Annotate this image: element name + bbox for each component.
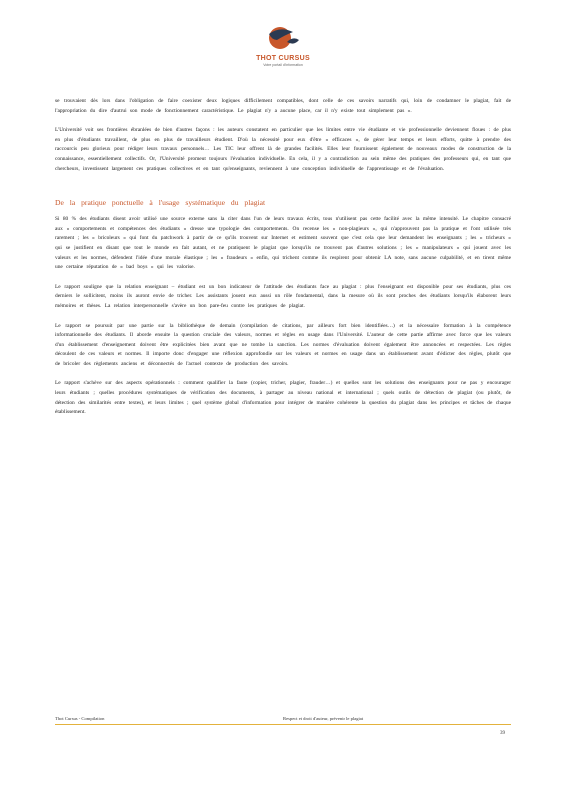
footer-divider: [55, 724, 511, 725]
thot-cursus-logo-icon: [263, 22, 303, 54]
paragraph-3: Si 80 % des étudiants disent avoir utilisé une source externe sans la citer dans l'un de leurs travaux écrits, tous n'utilisent pas cette facilité avec la même intensité. Le chapitre consacré aux « comportements et compétences des étudiants » dresse une typologie des comportements. On recense les « non-plagieurs », qui n'approuvent pas la pratique et l'ont utilisée très rarement ; les « bricoleurs » qui font du patchwork à partir de ce qu'ils trouvent sur Internet et estiment souvent que c'est cela que leur demandent les enseignants ; les « tricheurs » qui se justifient en disant que tout le monde en fait autant, et ne pratiquent le plagiat que lorsqu'ils ne trouvent pas d'autres solutions ; les « manipulateurs » qui jouent avec les valeurs et les normes, défendent l'idée d'une morale élastique ; les « fraudeurs » enfin, qui trichent comme ils respirent pour obtenir LA note, sans aucune culpabilité, et en tirent même une certaine réputation de « bad boys » qui les valorise.: [55, 216, 511, 271]
footer-left-text: Thot Cursus - Compilation: [55, 716, 105, 721]
section-title: De la pratique ponctuelle à l'usage systématique du plagiat: [55, 198, 266, 208]
logo-name: THOT CURSUS: [256, 55, 310, 62]
logo: [0, 22, 566, 67]
paragraph-6: Le rapport s'achève sur des aspects opérationnels : comment qualifier la faute (copier, tricher, plagier, frauder…) et quelles sont les solutions des enseignants pour ne pas y encourager leurs étudiants ; quelles procédures systématiques de vérification des documents, à partager au niveau national et international ; quels outils de détection de plagiat (ou plutôt, de détection des similarités entre textes), et leurs limites ; quel système global d'information pour intégrer de manière cohérente la question du plagiat dans les principes et tâches de chaque établissement.: [55, 380, 511, 416]
paragraph-2: L'Université voit ses frontières ébranlées de bien d'autres façons : les auteurs constatent en particulier que les limites entre vie étudiante et vie professionnelle deviennent floues : de plus en plus d'étudiants travaillent, de plus en plus de travailleurs étudient. D'où la nécessité pour eux d'être « efficaces », de gérer leur temps et leurs efforts, quitte à prendre des raccourcis peu glorieux pour rédiger leurs travaux personnels… Les TIC leur offrent là de grandes facilités. Elles leur fournissent également de nouveaux modes de construction de la connaissance, essentiellement collectifs. Or, l'Université promeut toujours l'évaluation individuelle. En cela, il y a contradiction au sein même des pratiques des professeurs qui, en tant que chercheurs, investissent largement ces pratiques collectives et en tant qu'enseignants, reviennent à une conception individuelle de l'apprentissage et de l'évaluation.: [55, 127, 511, 172]
paragraph-4: Le rapport souligne que la relation enseignant – étudiant est un bon indicateur de l'attitude des étudiants face au plagiat : plus l'enseignant est disponible pour ses étudiants, plus ces derniers le sollicitent, moins ils auront envie de tricher. Les assistants jouent eux aussi un rôle fondamental, dans la mesure où ils sont proches des étudiants lorsqu'ils élaborent leurs mémoires et thèses. La relation interpersonnelle s'avère un bon pare-feu contre les pratiques de plagiat.: [55, 283, 511, 309]
article-body: [55, 97, 511, 428]
paragraph-5: Le rapport se poursuit par une partie sur la bibliothèque de demain (compilation de citations, par ailleurs fort bien identifiées…) et la nécessaire formation à la compétence informationnelle des étudiants. Il aborde ensuite la question cruciale des valeurs, normes et règles en usage dans l'Université. L'auteur de cette partie affirme avec force que les valeurs d'un établissement d'enseignement doivent être explicitées bien avant que ne tombe la sanction. Les normes d'évaluation doivent également être annoncées et respectées. Les règles découlent de ces valeurs et normes. Il importe donc d'engager une réflexion approfondie sur les valeurs et normes en usage dans un établissement avant d'édicter des règles, plutôt que de bricoler des règlements anciens et déconnectés de l'actuel contexte de production des savoirs.: [55, 322, 511, 367]
paragraph-1: se trouvaient dès lors dans l'obligation de faire coexister deux logiques difficilement compatibles, dont celle de ces savoirs narratifs qui, loin de condamner le plagiat, fait de l'appropriation du dire d'autrui son mode de fonctionnement caractéristique. Le plagiat n'y a aucune place, car il n'y existe tout simplement pas ».: [55, 98, 511, 114]
footer-center-text: Respect et droit d'auteur, prévenir le plagiat: [283, 716, 364, 721]
page-number: 39: [500, 731, 505, 736]
logo-tagline: Votre portail d'information: [263, 63, 303, 67]
